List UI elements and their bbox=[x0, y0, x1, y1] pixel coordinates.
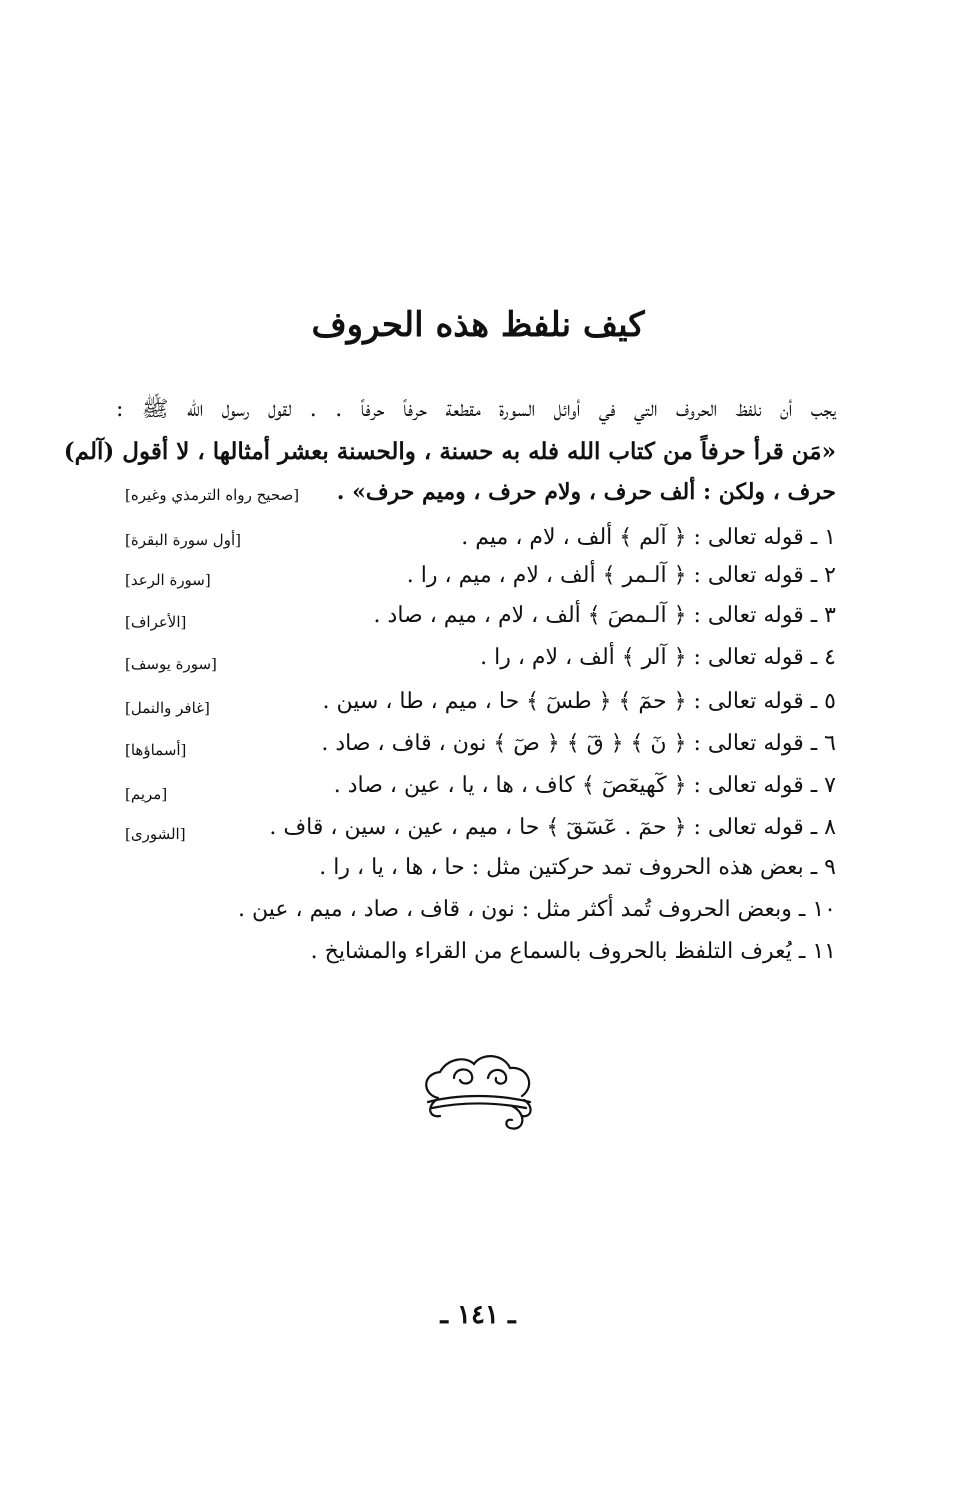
list-item: ٣ ـ قوله تعالى : ﴿ آلـمصَ ﴾ ألف ، لام ، ميم ، صاد . bbox=[373, 603, 836, 628]
list-item: ٢ ـ قوله تعالى : ﴿ آلـمر ﴾ ألف ، لام ، ميم ، را . bbox=[406, 563, 836, 588]
list-item-source: [مريم] bbox=[125, 785, 168, 803]
hadith-line-2: حرف ، ولكن : ألف حرف ، ولام حرف ، وميم حرف» . bbox=[336, 479, 836, 505]
list-item: ١ ـ قوله تعالى : ﴿ آلم ﴾ ألف ، لام ، ميم . bbox=[461, 525, 836, 550]
intro-paragraph: يجب أن نلفظ الحروف التي في أوائل السورة مقطعة حرفاً حرفاً . . لقول رسول الله ﷺ : bbox=[116, 397, 836, 422]
note-item: ١٠ ـ وبعض الحروف تُمد أكثر مثل : نون ، قاف ، صاد ، ميم ، عين . bbox=[238, 897, 836, 922]
note-item: ١١ ـ يُعرف التلفظ بالحروف بالسماع من القراء والمشايخ . bbox=[310, 939, 836, 964]
hadith-line-1: «مَن قرأ حرفاً من كتاب الله فله به حسنة ، والحسنة بعشر أمثالها ، لا أقول (آلم) bbox=[63, 438, 836, 465]
list-item-source: [الشورى] bbox=[125, 825, 186, 843]
note-item: ٩ ـ بعض هذه الحروف تمد حركتين مثل : حا ، ها ، يا ، را . bbox=[319, 855, 836, 880]
hadith-source: [صحيح رواه الترمذي وغيره] bbox=[125, 486, 300, 504]
list-item: ٨ ـ قوله تعالى : ﴿ حمٓ . عٓسٓقٓ ﴾ حا ، ميم ، عين ، سين ، قاف . bbox=[269, 815, 836, 840]
list-item-source: [غافر والنمل] bbox=[125, 699, 210, 717]
list-item-source: [أول سورة البقرة] bbox=[125, 531, 241, 549]
list-item-source: [الأعراف] bbox=[125, 613, 187, 631]
list-item-source: [سورة يوسف] bbox=[125, 655, 217, 673]
list-item-source: [أسماؤها] bbox=[125, 741, 187, 759]
list-item: ٦ ـ قوله تعالى : ﴿ نٓ ﴾ ﴿ قٓ ﴾ ﴿ صٓ ﴾ نون ، قاف ، صاد . bbox=[321, 731, 836, 756]
list-item-source: [سورة الرعد] bbox=[125, 571, 211, 589]
list-item: ٧ ـ قوله تعالى : ﴿ كٓهيعٓصٓ ﴾ كاف ، ها ، يا ، عين ، صاد . bbox=[333, 773, 836, 798]
list-item: ٥ ـ قوله تعالى : ﴿ حمٓ ﴾ ﴿ طسٓ ﴾ حا ، ميم ، طا ، سين . bbox=[322, 689, 836, 714]
list-item: ٤ ـ قوله تعالى : ﴿ آلر ﴾ ألف ، لام ، را . bbox=[480, 645, 836, 670]
page-title: كيف نلفظ هذه الحروف bbox=[311, 305, 645, 345]
page-number: ـ ١٤١ ـ bbox=[440, 1300, 516, 1330]
scroll-flourish-icon bbox=[418, 1048, 542, 1134]
